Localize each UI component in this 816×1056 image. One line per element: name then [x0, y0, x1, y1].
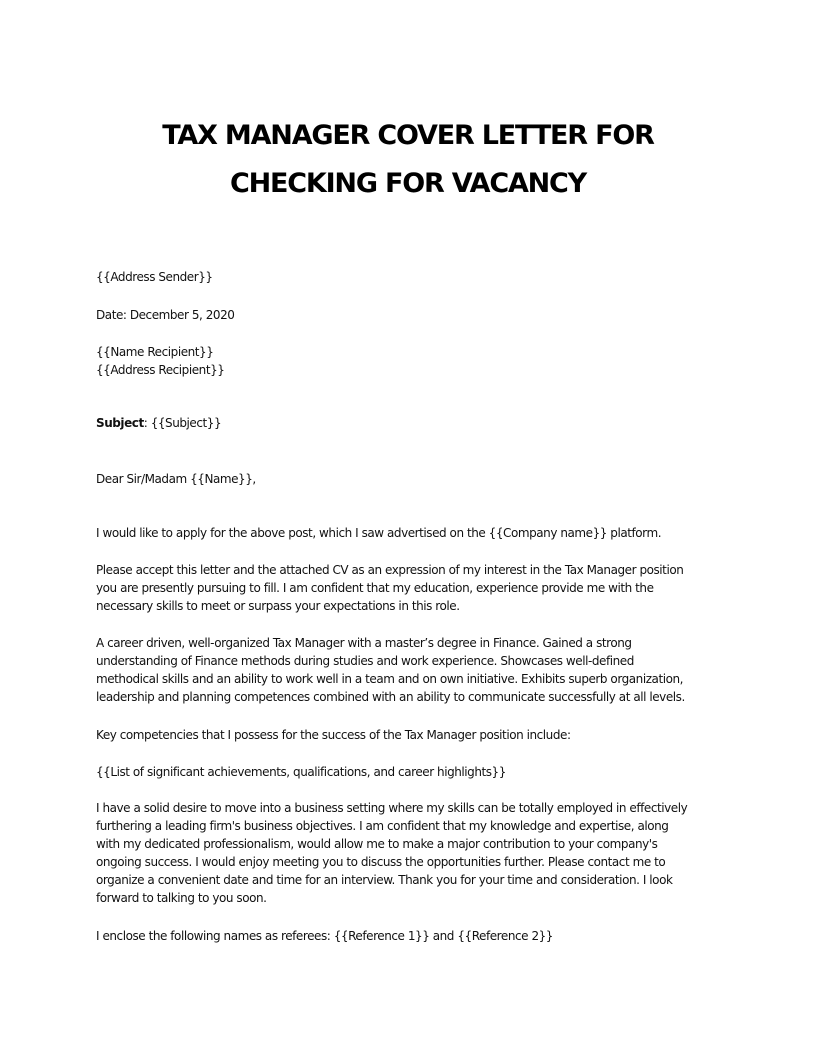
paragraph-referees: I enclose the following names as referees: {{Reference 1}} and {{Reference 2}} — [96, 929, 553, 943]
subject-line — [96, 414, 736, 432]
paragraph-competencies: Key competencies that I possess for the success of the Tax Manager position include: — [96, 728, 571, 742]
paragraph-profile: A career driven, well-organized Tax Manager with a master’s degree in Finance. Gained a strong understanding of Finance methods during studies and work experience. Showcases well-defined methodical skills and an ability to work well in a team and on own initiative. Exhibits superb organization, leadership and planning competences combined with an ability to communicate successfully at all levels. — [96, 636, 685, 704]
recipient-address: {{Address Recipient}} — [96, 363, 225, 377]
title-line: TAX MANAGER COVER LETTER FOR — [162, 120, 654, 151]
paragraph-motivation: I have a solid desire to move into a business setting where my skills can be totally employed in effectively furthering a leading firm's business objectives. I am confident that my knowledge and expertise, along with my dedicated professionalism, would allow me to make a major contribution to your company's ongoing success. I would enjoy meeting you to discuss the opportunities further. Please contact me to organize a convenient date and time for an interview. Thank you for your time and consideration. I look forward to talking to you soon. — [96, 801, 688, 905]
paragraph-interest: Please accept this letter and the attached CV as an expression of my interest in the Tax Manager position you are presently pursuing to fill. I am confident that my education, experience provide me with the necessary skills to meet or surpass your expectations in this role. — [96, 563, 684, 613]
recipient-block — [96, 343, 736, 379]
recipient-name: {{Name Recipient}} — [96, 345, 214, 359]
sender-address: {{Address Sender}} — [96, 270, 213, 284]
document-title — [60, 112, 756, 208]
salutation: Dear Sir/Madam {{Name}}, — [96, 472, 256, 486]
subject-label: Subject — [96, 416, 144, 430]
letter-date: Date: December 5, 2020 — [96, 308, 235, 322]
paragraph-achievements: {{List of significant achievements, qualifications, and career highlights}} — [96, 765, 506, 779]
subject-value: : {{Subject}} — [143, 416, 222, 430]
title-line: CHECKING FOR VACANCY — [229, 168, 587, 199]
paragraph-intro: I would like to apply for the above post, which I saw advertised on the {{Company name}} platform. — [96, 526, 662, 540]
